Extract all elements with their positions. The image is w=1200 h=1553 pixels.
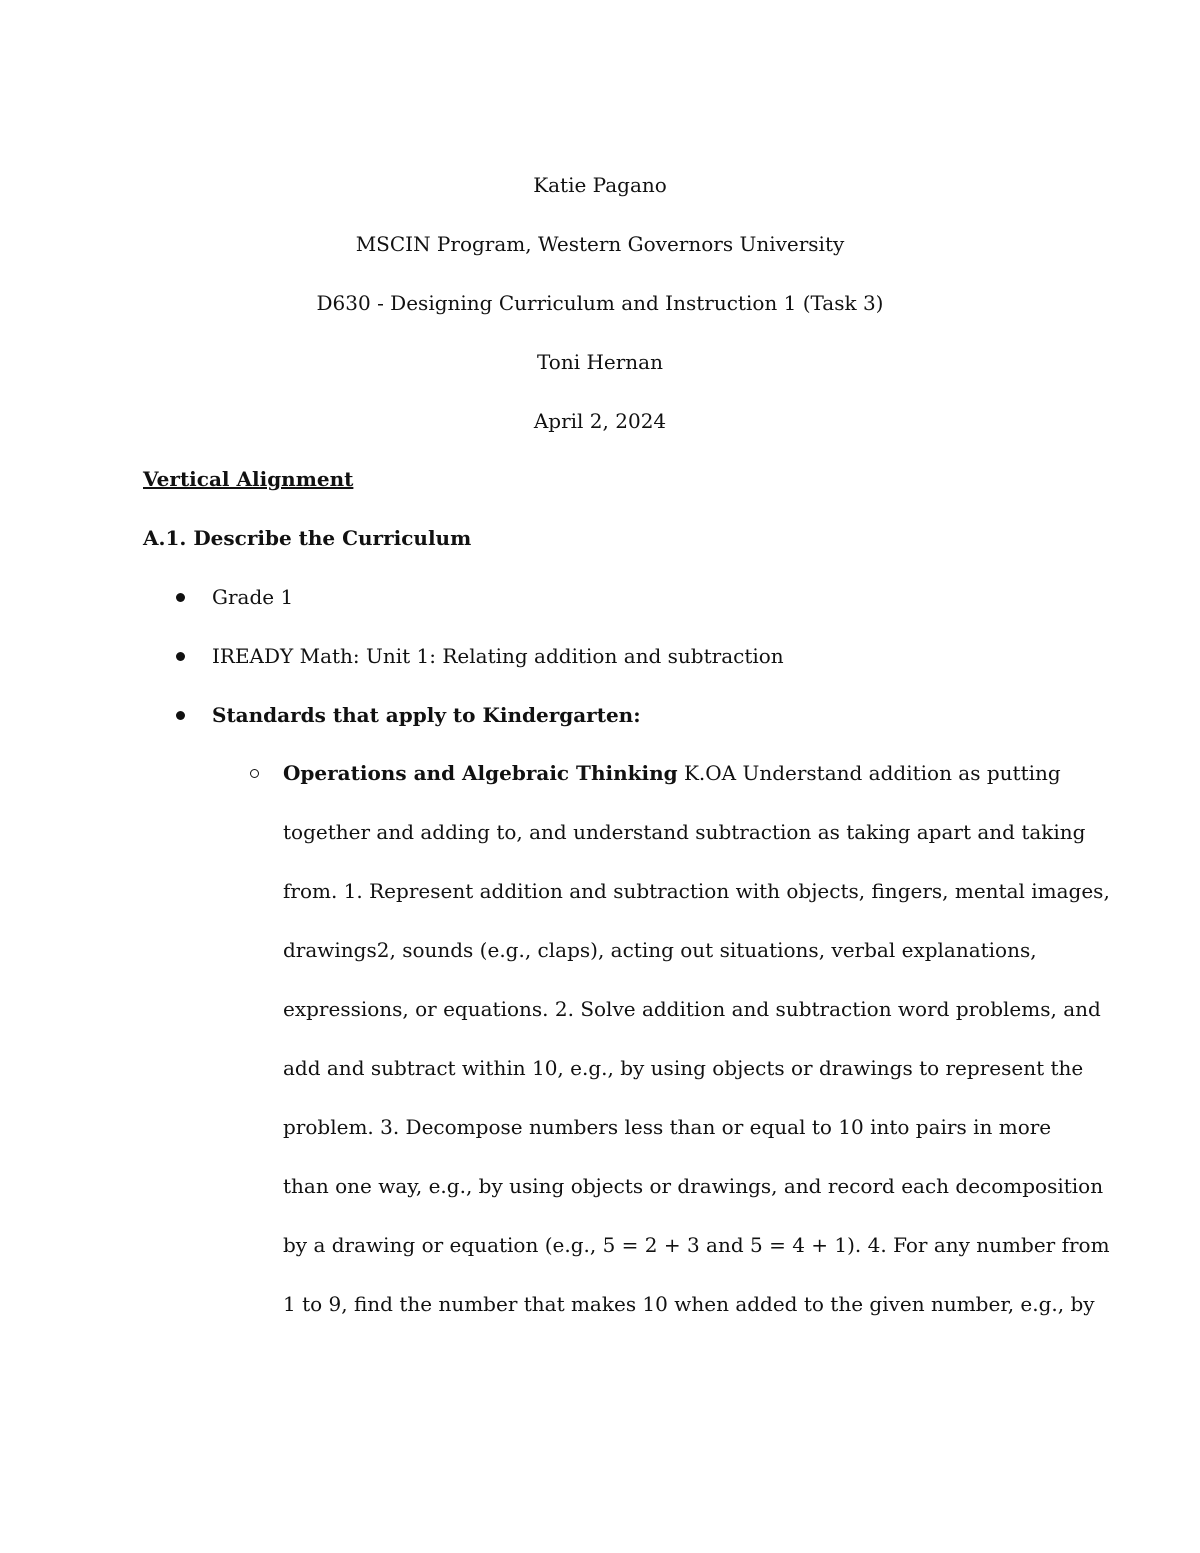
paragraph-line: drawings2, sounds (e.g., claps), acting out situations, verbal explanations, bbox=[283, 938, 1037, 962]
section-heading: Vertical Alignment bbox=[143, 467, 354, 491]
document-date: April 2, 2024 bbox=[533, 409, 667, 433]
program-name: MSCIN Program, Western Governors University bbox=[355, 232, 845, 256]
paragraph-line: 1 to 9, find the number that makes 10 when added to the given number, e.g., by bbox=[283, 1292, 1095, 1316]
bullet-text: IREADY Math: Unit 1: Relating addition and subtraction bbox=[212, 644, 784, 668]
sub-item-text: K.OA Understand addition as putting bbox=[677, 761, 1061, 785]
bullet-text: Grade 1 bbox=[212, 585, 294, 609]
paragraph-line: together and adding to, and understand subtraction as taking apart and taking bbox=[283, 820, 1086, 844]
paragraph-line: problem. 3. Decompose numbers less than or equal to 10 into pairs in more bbox=[283, 1115, 1052, 1139]
bullet-text: Standards that apply to Kindergarten: bbox=[212, 703, 641, 727]
paragraph-line: from. 1. Represent addition and subtraction with objects, fingers, mental images, bbox=[283, 879, 1110, 903]
sub-bullet-circle-icon bbox=[250, 769, 259, 778]
paragraph-line: by a drawing or equation (e.g., 5 = 2 + 3 and 5 = 4 + 1). 4. For any number from bbox=[283, 1233, 1110, 1257]
instructor-name: Toni Hernan bbox=[537, 350, 663, 374]
subsection-heading: A.1. Describe the Curriculum bbox=[143, 526, 472, 550]
paragraph-line: than one way, e.g., by using objects or drawings, and record each decomposition bbox=[283, 1174, 1104, 1198]
paragraph-line bbox=[283, 760, 1061, 786]
bullet-dot-icon bbox=[176, 593, 185, 602]
author-name: Katie Pagano bbox=[533, 173, 667, 197]
course-title: D630 - Designing Curriculum and Instruction 1 (Task 3) bbox=[316, 291, 884, 315]
bullet-dot-icon bbox=[176, 711, 185, 720]
bullet-dot-icon bbox=[176, 652, 185, 661]
paragraph-line: add and subtract within 10, e.g., by using objects or drawings to represent the bbox=[283, 1056, 1084, 1080]
sub-item-bold-lead: Operations and Algebraic Thinking bbox=[283, 761, 678, 785]
paragraph-line: expressions, or equations. 2. Solve addition and subtraction word problems, and bbox=[283, 997, 1101, 1021]
